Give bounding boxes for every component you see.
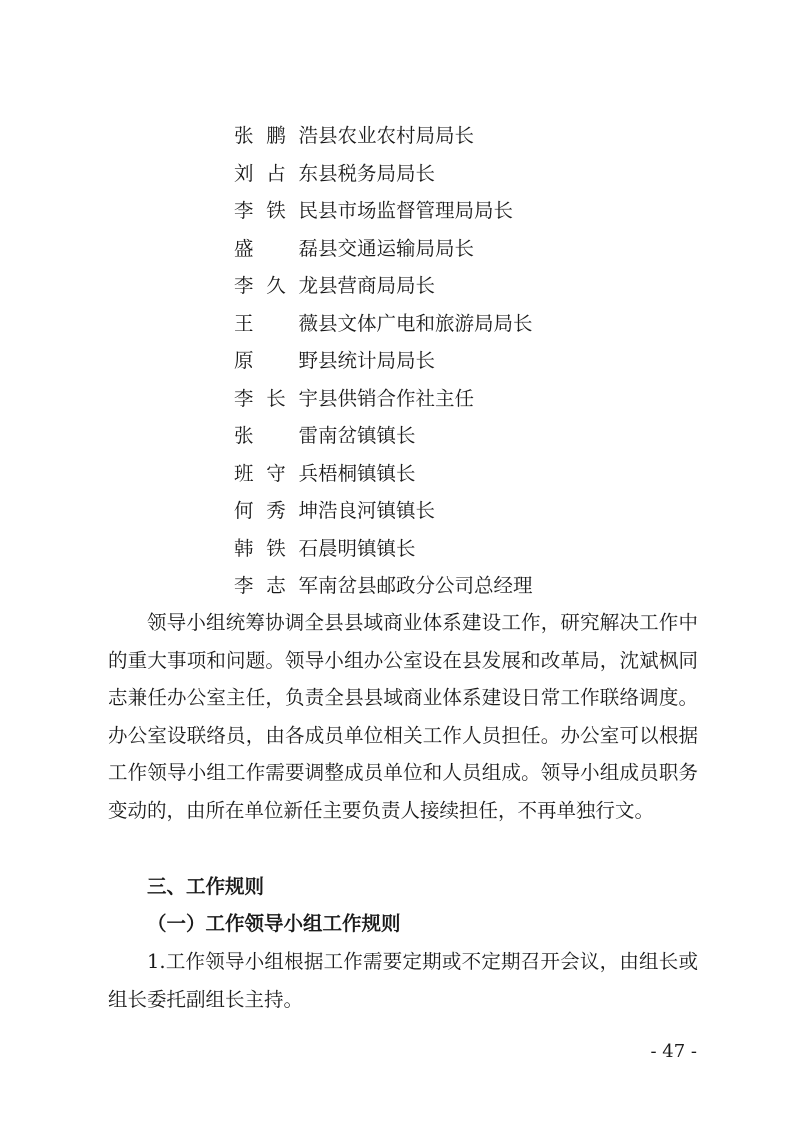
member-title: 县文体广电和旅游局局长 — [318, 311, 533, 335]
member-title: 县统计局局长 — [318, 349, 436, 372]
member-title: 县供销合作社主任 — [318, 386, 475, 410]
member-title: 梧桐镇镇长 — [318, 461, 416, 485]
member-name: 何秀坤 — [234, 499, 318, 522]
member-title: 晨明镇镇长 — [318, 536, 416, 560]
member-row — [234, 492, 533, 530]
member-name: 韩铁石 — [234, 536, 318, 560]
section-heading: 三、工作规则 — [147, 875, 265, 898]
member-title: 南岔镇镇长 — [318, 424, 416, 447]
member-name: 李长宇 — [234, 386, 318, 410]
member-row — [234, 342, 533, 380]
member-row — [234, 192, 533, 230]
member-row — [234, 305, 533, 343]
member-title: 县税务局局长 — [318, 161, 436, 185]
member-name: 张雷 — [234, 424, 318, 447]
member-name: 张鹏浩 — [234, 124, 318, 147]
member-row — [234, 155, 533, 193]
subsection-heading: （一）工作领导小组工作规则 — [147, 912, 401, 935]
member-row — [234, 417, 533, 455]
member-name: 刘占东 — [234, 161, 318, 185]
member-row — [234, 530, 533, 568]
leadership-group-paragraph: 领导小组统筹协调全县县域商业体系建设工作，研究解决工作中的重大事项和问题。领导小组办公室设在县发展和改革局，沈斌枫同志兼任办公室主任，负责全县县域商业体系建设日常工作联络调度。办公室设联络员，由各成员单位相关工作人员担任。办公室可以根据工作领导小组工作需要调整成员单位和人员组成。领导小组成员职务变动的，由所在单位新任主要负责人接续担任，不再单独行文。 — [108, 611, 698, 822]
member-title: 南岔县邮政分公司总经理 — [318, 574, 533, 597]
member-title: 县交通运输局局长 — [318, 236, 475, 260]
member-name: 原野 — [234, 349, 318, 372]
member-title: 县营商局局长 — [318, 274, 436, 297]
rule-paragraph: 1.工作领导小组根据工作需要定期或不定期召开会议，由组长或组长委托副组长主持。 — [108, 950, 698, 1011]
member-row — [234, 455, 533, 493]
member-name: 李志军 — [234, 574, 318, 597]
member-name: 班守兵 — [234, 461, 318, 485]
member-title: 浩良河镇镇长 — [318, 499, 436, 522]
member-row — [234, 117, 533, 155]
page-number: - 47 - — [650, 1041, 697, 1062]
member-row — [234, 267, 533, 305]
member-name: 李久龙 — [234, 274, 318, 297]
member-name: 王薇 — [234, 311, 318, 335]
member-title: 县农业农村局局长 — [318, 124, 475, 147]
member-list — [234, 117, 533, 605]
member-name: 李铁民 — [234, 199, 318, 222]
member-title: 县市场监督管理局局长 — [318, 199, 514, 222]
member-name: 盛磊 — [234, 236, 318, 260]
member-row — [234, 567, 533, 605]
member-row — [234, 230, 533, 268]
member-row — [234, 380, 533, 418]
